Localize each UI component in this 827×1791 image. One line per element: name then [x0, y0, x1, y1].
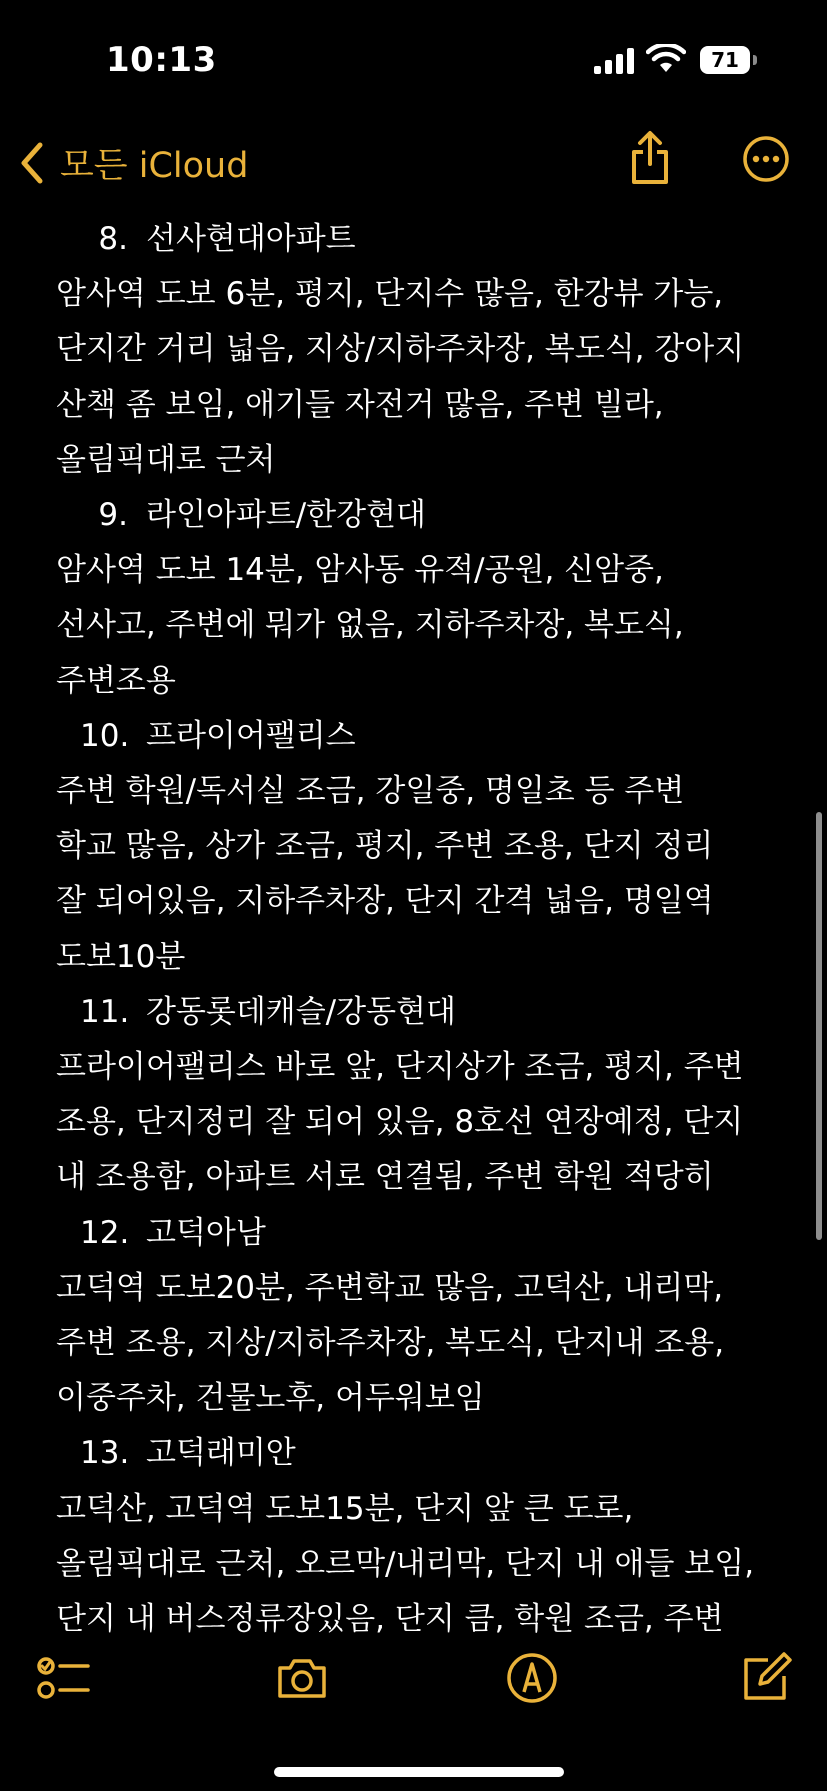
cellular-signal-icon: [594, 48, 636, 74]
battery-indicator: 71: [700, 46, 750, 74]
list-number: 8.: [98, 221, 128, 257]
list-title: 고덕래미안: [146, 1435, 296, 1472]
note-text-line: 올림픽대로 근처, 오르막/내리막, 단지 내 애들 보임,: [56, 1545, 755, 1582]
camera-icon[interactable]: [274, 1650, 330, 1706]
list-number: 9.: [98, 497, 128, 534]
note-text-line: 학교 많음, 상가 조금, 평지, 주변 조용, 단지 정리: [56, 828, 714, 865]
note-text-line: 올림픽대로 근처: [56, 441, 276, 478]
note-list-heading: [56, 985, 796, 1040]
note-text-line: 암사역 도보 6분, 평지, 단지수 많음, 한강뷰 가능,: [56, 276, 724, 313]
list-number: 12.: [80, 1214, 130, 1251]
note-list-heading: [56, 212, 796, 267]
note-list-heading: [56, 488, 796, 543]
note-text-line: 이중주차, 건물노후, 어두워보임: [56, 1380, 485, 1417]
home-indicator[interactable]: [274, 1767, 564, 1777]
wifi-icon: [646, 44, 686, 74]
share-icon[interactable]: [628, 130, 672, 186]
pen-tip-icon[interactable]: [504, 1650, 560, 1706]
list-title: 강동롯데캐슬/강동현대: [146, 993, 456, 1030]
compose-icon[interactable]: [738, 1650, 794, 1706]
note-text-line: 주변 학원/독서실 조금, 강일중, 명일초 등 주변: [56, 773, 685, 810]
list-number: 13.: [80, 1435, 130, 1472]
note-text-line: 암사역 도보 14분, 암사동 유적/공원, 신암중,: [56, 552, 664, 589]
back-button[interactable]: [18, 138, 248, 188]
note-text-line: 도보10분: [56, 938, 186, 975]
navigation-bar: [0, 120, 827, 200]
checklist-icon[interactable]: [36, 1650, 92, 1706]
note-body[interactable]: [56, 212, 796, 1647]
scrollbar[interactable]: [816, 812, 822, 1240]
note-text-line: 내 조용함, 아파트 서로 연결됨, 주변 학원 적당히: [56, 1159, 714, 1196]
status-time: 10:13: [106, 40, 217, 80]
ellipsis-circle-icon[interactable]: [742, 135, 790, 183]
list-title: 라인아파트/한강현대: [146, 497, 426, 534]
note-text-line: 산책 좀 보임, 애기들 자전거 많음, 주변 빌라,: [56, 386, 664, 423]
bottom-toolbar: [0, 1640, 827, 1720]
note-text-line: 잘 되어있음, 지하주차장, 단지 간격 넓음, 명일역: [56, 883, 714, 920]
note-list-heading: [56, 1426, 796, 1481]
list-title: 고덕아남: [146, 1214, 266, 1251]
note-text-line: 선사고, 주변에 뭐가 없음, 지하주차장, 복도식,: [56, 607, 684, 644]
note-text-line: 조용, 단지정리 잘 되어 있음, 8호선 연장예정, 단지: [56, 1104, 744, 1141]
list-title: 선사현대아파트: [146, 221, 356, 257]
note-text-line: 주변 조용, 지상/지하주차장, 복도식, 단지내 조용,: [56, 1325, 725, 1362]
note-text-line: 고덕산, 고덕역 도보15분, 단지 앞 큰 도로,: [56, 1490, 634, 1527]
list-title: 프라이어팰리스: [146, 717, 356, 754]
note-text-line: 단지 내 버스정류장있음, 단지 큼, 학원 조금, 주변: [56, 1601, 724, 1638]
note-list-heading: [56, 1206, 796, 1261]
status-bar: [0, 0, 827, 110]
note-text-line: 고덕역 도보20분, 주변학교 많음, 고덕산, 내리막,: [56, 1269, 724, 1306]
note-text-line: 주변조용: [56, 662, 176, 699]
battery-nub: [753, 55, 757, 65]
back-label: 모든 iCloud: [60, 146, 249, 186]
chevron-left-icon: [18, 141, 46, 185]
list-number: 10.: [80, 717, 130, 754]
list-number: 11.: [80, 993, 130, 1030]
note-text-line: 단지간 거리 넓음, 지상/지하주차장, 복도식, 강아지: [56, 331, 745, 368]
note-list-heading: [56, 709, 796, 764]
note-text-line: 프라이어팰리스 바로 앞, 단지상가 조금, 평지, 주변: [56, 1049, 744, 1086]
